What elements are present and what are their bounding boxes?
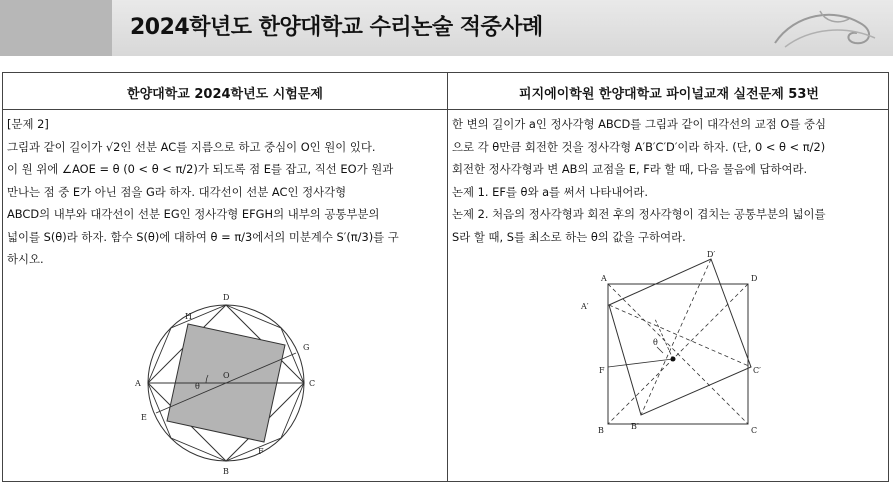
- problem-line: 논제 1. EF를 θ와 a를 써서 나타내어라.: [452, 184, 648, 199]
- title-banner: [0, 0, 893, 56]
- label-D: D: [751, 274, 758, 283]
- label-theta: θ: [653, 338, 658, 347]
- label-A: A: [135, 379, 141, 388]
- problem-line: 으로 각 θ만큼 회전한 것을 정사각형 A′B′C′D′이라 하자. (단, 0 < θ < π/2): [452, 139, 826, 154]
- left-figure: [131, 288, 321, 478]
- problem-line: 하시오.: [7, 252, 44, 266]
- label-F: F: [599, 366, 605, 375]
- problem-line: 그림과 같이 길이가 √2인 선분 AC를 지름으로 하고 중심이 O인 원이 있다.: [7, 139, 376, 154]
- problem-label: [문제 2]: [7, 117, 49, 131]
- right-figure: [573, 249, 773, 435]
- problem-line: 만나는 점 중 E가 아닌 점을 G라 하자. 대각선이 선분 AC인 정사각형: [7, 184, 347, 199]
- label-B-prime: B′: [631, 422, 639, 431]
- label-A: A: [601, 274, 607, 283]
- label-B: B: [223, 467, 229, 476]
- header-divider: [3, 109, 888, 110]
- comparison-table: [2, 72, 889, 482]
- label-G: G: [303, 343, 310, 352]
- problem-line: 이 원 위에 ∠AOE = θ (0 < θ < π/2)가 되도록 점 E를 잡고, 직선 EO가 원과: [7, 162, 394, 176]
- label-theta: θ: [195, 382, 200, 391]
- label-C-prime: C′: [753, 366, 761, 375]
- label-D-prime: D′: [707, 250, 716, 259]
- swirl-ornament-icon: [765, 3, 885, 53]
- problem-line: 논제 2. 처음의 정사각형과 회전 후의 정사각형이 겹치는 공통부분의 넓이를: [452, 207, 826, 221]
- problem-line: 넓이를 S(θ)라 하자. 함수 S(θ)에 대하여 θ = π/3에서의 미분계수 S′(π/3)를 구: [7, 229, 399, 244]
- label-H: H: [185, 312, 192, 321]
- label-C: C: [751, 426, 758, 435]
- column-divider: [447, 73, 448, 481]
- problem-line: ABCD의 내부와 대각선이 선분 EG인 정사각형 EFGH의 내부의 공통부분의: [7, 207, 380, 221]
- problem-line: 회전한 정사각형과 변 AB의 교점을 E, F라 할 때, 다음 물음에 답하여라.: [452, 162, 808, 176]
- label-F: F: [258, 447, 264, 456]
- label-B: B: [598, 426, 604, 435]
- left-header: 한양대학교 2024학년도 시험문제: [127, 87, 323, 102]
- label-A-prime: A′: [581, 302, 589, 311]
- right-header: 피지에이학원 한양대학교 파이널교재 실전문제 53번: [519, 87, 819, 102]
- problem-line: S라 할 때, S를 최소로 하는 θ의 값을 구하여라.: [452, 229, 686, 244]
- banner-tab: [0, 0, 112, 56]
- right-problem-text: [452, 113, 886, 248]
- label-D: D: [223, 293, 230, 302]
- problem-line: 한 변의 길이가 a인 정사각형 ABCD를 그림과 같이 대각선의 교점 O를 중심: [452, 117, 826, 131]
- label-E: E: [141, 413, 147, 422]
- label-O: O: [223, 371, 230, 380]
- left-problem-text: [7, 113, 443, 271]
- label-C: C: [309, 379, 316, 388]
- page-title: 2024학년도 한양대학교 수리논술 적중사례: [130, 15, 543, 40]
